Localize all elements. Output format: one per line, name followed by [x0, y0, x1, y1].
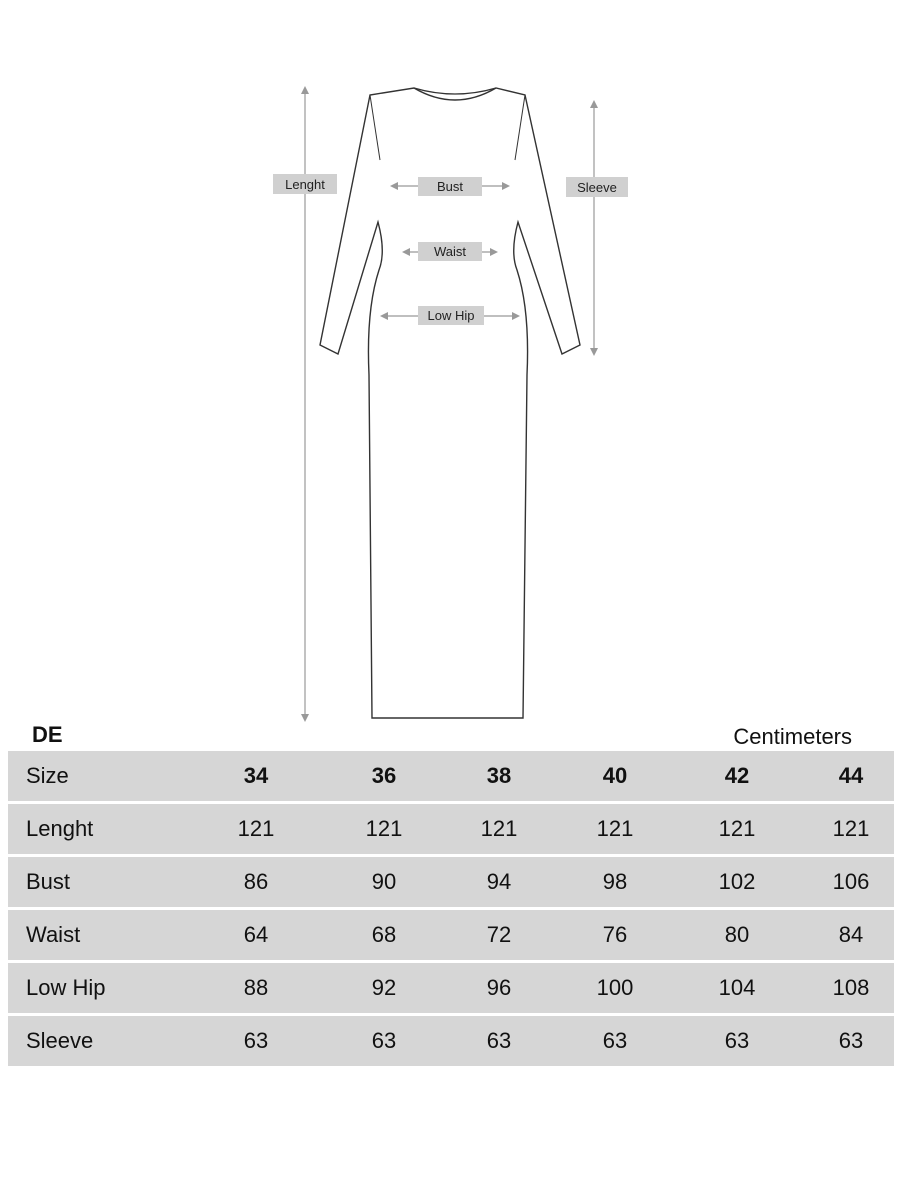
table-cell: 92: [371, 975, 397, 1000]
table-cell: 121: [832, 816, 870, 841]
sleeve-label: Sleeve: [577, 180, 617, 195]
sleeve-seam-right: [515, 95, 525, 160]
row-label: Low Hip: [26, 975, 106, 1000]
table-row: [8, 1016, 894, 1066]
size-table: [8, 751, 894, 1069]
size-cell: 42: [724, 763, 750, 788]
table-cell: 88: [243, 975, 269, 1000]
sleeve-measure: [566, 100, 628, 356]
row-label: Waist: [26, 922, 81, 947]
table-cell: 96: [486, 975, 512, 1000]
table-row: [8, 963, 894, 1013]
table-cell: 100: [596, 975, 634, 1000]
table-cell: 63: [486, 1028, 512, 1053]
table-cell: 90: [371, 869, 397, 894]
low-hip-measure: [380, 306, 520, 325]
size-header-row: [8, 751, 894, 801]
table-cell: 102: [718, 869, 756, 894]
table-cell: 64: [243, 922, 269, 947]
table-cell: 72: [486, 922, 512, 947]
table-cell: 68: [371, 922, 397, 947]
row-label: Sleeve: [26, 1028, 94, 1053]
dress-neckline: [414, 88, 496, 94]
table-row: [8, 910, 894, 960]
row-label: Bust: [26, 869, 71, 894]
table-cell: 108: [832, 975, 870, 1000]
table-cell: 121: [365, 816, 403, 841]
table-cell: 63: [243, 1028, 269, 1053]
table-cell: 121: [596, 816, 634, 841]
table-cell: 63: [838, 1028, 864, 1053]
table-cell: 104: [718, 975, 756, 1000]
table-cell: 121: [480, 816, 518, 841]
table-cell: 84: [838, 922, 864, 947]
table-cell: 98: [602, 869, 628, 894]
size-cell: 36: [371, 763, 397, 788]
size-cell: 44: [838, 763, 864, 788]
table-cell: 106: [832, 869, 870, 894]
table-cell: 86: [243, 869, 269, 894]
table-cell: 121: [237, 816, 275, 841]
table-row: [8, 857, 894, 907]
row-label: Lenght: [26, 816, 94, 841]
bust-label: Bust: [436, 179, 464, 194]
table-cell: 80: [724, 922, 750, 947]
waist-measure: [402, 242, 498, 261]
table-cell: 63: [724, 1028, 750, 1053]
length-measure: [273, 86, 337, 722]
unit-label: Centimeters: [733, 724, 852, 749]
size-cell: 38: [486, 763, 512, 788]
size-cell: 34: [243, 763, 269, 788]
region-label: DE: [32, 722, 63, 747]
table-cell: 63: [602, 1028, 628, 1053]
length-label: Lenght: [285, 177, 325, 192]
size-cell: 40: [602, 763, 628, 788]
low-hip-label: Low Hip: [427, 308, 475, 323]
row-label: Size: [26, 763, 69, 788]
waist-label: Waist: [433, 244, 467, 259]
table-cell: 94: [486, 869, 512, 894]
table-cell: 63: [371, 1028, 397, 1053]
bust-measure: [390, 177, 510, 196]
table-cell: 121: [718, 816, 756, 841]
sleeve-seam-left: [370, 95, 380, 160]
table-cell: 76: [602, 922, 628, 947]
table-row: [8, 804, 894, 854]
